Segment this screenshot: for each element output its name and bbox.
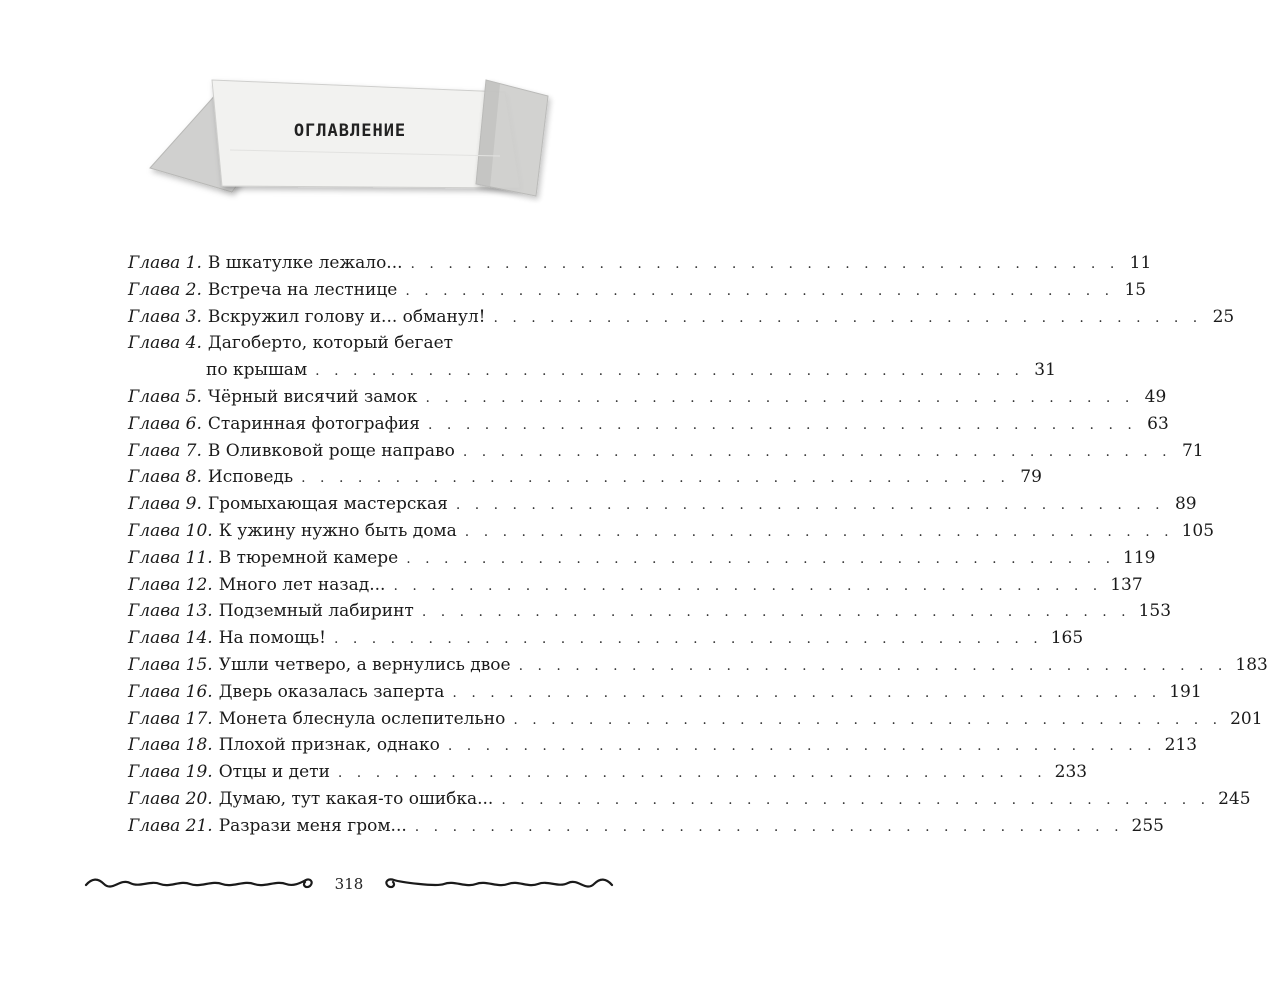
chapter-title: На помощь! [218,628,326,649]
leader-dots: . . . . . . . . . . . . . . . . . . . . . . . . . . . . . . . . . . . . . . [414,818,1124,835]
chapter-title: Дверь оказалась заперта [218,681,445,702]
toc-row[interactable] [128,625,1084,652]
page-ref: 89 [1174,494,1197,515]
table-of-contents [128,250,1268,840]
chapter-label: Глава 3. [128,306,202,327]
chapter-title: Старинная фотография [207,413,421,434]
page-ref: 119 [1123,547,1156,568]
chapter-label: Глава 17. [128,708,213,729]
leader-dots: . . . . . . . . . . . . . . . . . . . . . . . . . . . . . . . . . . . . . . [447,738,1157,755]
toc-row[interactable] [128,652,1268,679]
leader-dots: . . . . . . . . . . . . . . . . . . . . . . . . . . . . . . . . . . . . . . [518,657,1228,674]
leader-dots: . . . . . . . . . . . . . . . . . . . . . . . . . . . . . . . . . . . . . . [513,711,1223,728]
chapter-label: Глава 6. [128,413,202,434]
flourish-right [386,879,612,887]
chapter-label: Глава 1. [128,253,202,273]
toc-row[interactable] [128,518,1215,545]
page-ref: 105 [1181,520,1215,541]
leader-dots: . . . . . . . . . . . . . . . . . . . . . . . . . . . . . . . . . . . . . . [428,416,1137,433]
page-ref: 11 [1129,253,1152,273]
chapter-label: Глава 21. [128,815,213,836]
leader-dots: . . . . . . . . . . . . . . . . . . . . . . . . . . . . . . . . . . . . . . [501,791,1211,808]
chapter-title: Дагоберто, который бегает [207,333,454,354]
toc-row[interactable] [128,491,1197,518]
chapter-title: Подземный лабиринт [218,601,414,622]
leader-dots: . . . . . . . . . . . . . . . . . . . . . . . . . . . . . . . . . . . . . . [452,684,1162,701]
leader-dots: . . . . . . . . . . . . . . . . . . . . . . . . . . . . . . . . . . . . . . [393,577,1103,594]
toc-row[interactable] [128,464,1042,491]
chapter-title: Вскружил голову и... обманул! [207,306,486,327]
toc-row[interactable] [128,598,1172,625]
leader-dots: . . . . . . . . . . . . . . . . . . . . . . . . . . . . . . . . . . . . . . [425,389,1135,406]
page-number: 318 [334,875,364,893]
chapter-title: Отцы и дети [218,762,330,783]
chapter-title: В тюремной камере [218,547,399,568]
toc-row[interactable] [128,759,1088,786]
toc-row[interactable] [128,330,572,357]
page-ref: 15 [1124,279,1147,300]
chapter-title: К ужину нужно быть дома [218,520,457,541]
chapter-label: Глава 5. [128,386,202,407]
page-ref: 71 [1181,440,1204,461]
toc-row[interactable] [128,572,1143,599]
page-ref: 233 [1054,762,1088,783]
chapter-title: Думаю, тут какая-то ошибка... [218,788,494,809]
chapter-title: по крышам [206,360,308,381]
page-ref: 63 [1147,413,1169,434]
chapter-label: Глава 7. [128,440,202,461]
leader-dots: . . . . . . . . . . . . . . . . . . . . . . . . . . . . . . . . . . . . . . [333,631,1043,648]
toc-row[interactable] [128,706,1263,733]
chapter-label: Глава 8. [128,467,202,488]
leader-dots: . . . . . . . . . . . . . . . . . . . . . . . . . . . . . . . . . . . . . . [301,470,1010,487]
toc-row[interactable] [128,277,1147,304]
page-ref: 165 [1050,628,1084,649]
toc-row-continuation[interactable] [128,357,1056,384]
toc-row[interactable] [128,250,1152,277]
chapter-title: Чёрный висячий замок [207,386,418,407]
chapter-title: В Оливковой роще направо [207,440,455,461]
chapter-label: Глава 9. [128,494,202,515]
leader-dots: . . . . . . . . . . . . . . . . . . . . . . . . . . . . . . . . . . . . . . [464,523,1174,540]
toc-row[interactable] [128,679,1202,706]
chapter-title: Монета блеснула ослепительно [218,708,506,729]
chapter-label: Глава 16. [128,681,213,702]
leader-dots: . . . . . . . . . . . . . . . . . . . . . . . . . . . . . . . . . . . . . . [405,282,1115,299]
toc-row[interactable] [128,304,1235,331]
page-ref: 25 [1212,306,1235,327]
leader-dots: . . . . . . . . . . . . . . . . . . . . . . . . . . . . . . . . . . . . . . [421,604,1131,621]
page-ref: 255 [1131,815,1164,836]
toc-row[interactable] [128,813,1164,840]
leader-dots: . . . . . . . . . . . . . . . . . . . . . . . . . . . . . . . . . . . . . . [337,765,1047,782]
title-label-graphic [0,0,698,240]
page-ref: 191 [1169,681,1202,702]
page-ref: 213 [1164,735,1198,756]
chapter-label: Глава 2. [128,279,202,300]
page-ref: 153 [1138,601,1172,622]
toc-row[interactable] [128,545,1156,572]
chapter-title: В шкатулке лежало... [207,253,403,273]
chapter-title: Плохой признак, однако [218,735,440,756]
leader-dots: . . . . . . . . . . . . . . . . . . . . . . . . . . . . . . . . . . . . . . [315,363,1024,380]
chapter-label: Глава 19. [128,762,213,783]
page-ref: 137 [1110,574,1143,595]
chapter-label: Глава 4. [128,333,202,354]
chapter-title: Громыхающая мастерская [207,494,448,515]
leader-dots: . . . . . . . . . . . . . . . . . . . . . . . . . . . . . . . . . . . . . . [493,309,1203,326]
page-ref: 183 [1235,654,1268,675]
flourish-left [86,879,312,887]
chapter-title: Ушли четверо, а вернулись двое [218,654,511,675]
page-ref: 201 [1230,708,1263,729]
toc-row[interactable] [128,384,1167,411]
leader-dots: . . . . . . . . . . . . . . . . . . . . . . . . . . . . . . . . . . . . . . [410,256,1120,272]
page-ref: 245 [1218,788,1251,809]
chapter-label: Глава 13. [128,601,213,622]
chapter-label: Глава 20. [128,788,213,809]
chapter-label: Глава 12. [128,574,213,595]
toc-heading: ОГЛАВЛЕНИЕ [293,121,407,141]
page-ref: 31 [1034,360,1056,381]
chapter-label: Глава 18. [128,735,213,756]
chapter-title: Много лет назад... [218,574,386,595]
page-ref: 49 [1144,386,1167,407]
chapter-title: Исповедь [207,467,294,488]
chapter-title: Разрази меня гром... [218,815,407,836]
page-ref: 79 [1020,467,1042,488]
chapter-label: Глава 15. [128,654,213,675]
leader-dots: . . . . . . . . . . . . . . . . . . . . . . . . . . . . . . . . . . . . . . [455,497,1165,514]
toc-row[interactable] [128,786,1251,813]
leader-dots: . . . . . . . . . . . . . . . . . . . . . . . . . . . . . . . . . . . . . . [462,443,1172,460]
chapter-label: Глава 10. [128,520,213,541]
chapter-title: Встреча на лестнице [207,279,398,300]
chapter-label: Глава 14. [128,628,213,649]
toc-row[interactable] [128,411,1169,438]
chapter-label: Глава 11. [128,547,213,568]
leader-dots: . . . . . . . . . . . . . . . . . . . . . . . . . . . . . . . . . . . . . . [406,550,1116,567]
toc-row[interactable] [128,438,1204,465]
toc-row[interactable] [128,732,1198,759]
